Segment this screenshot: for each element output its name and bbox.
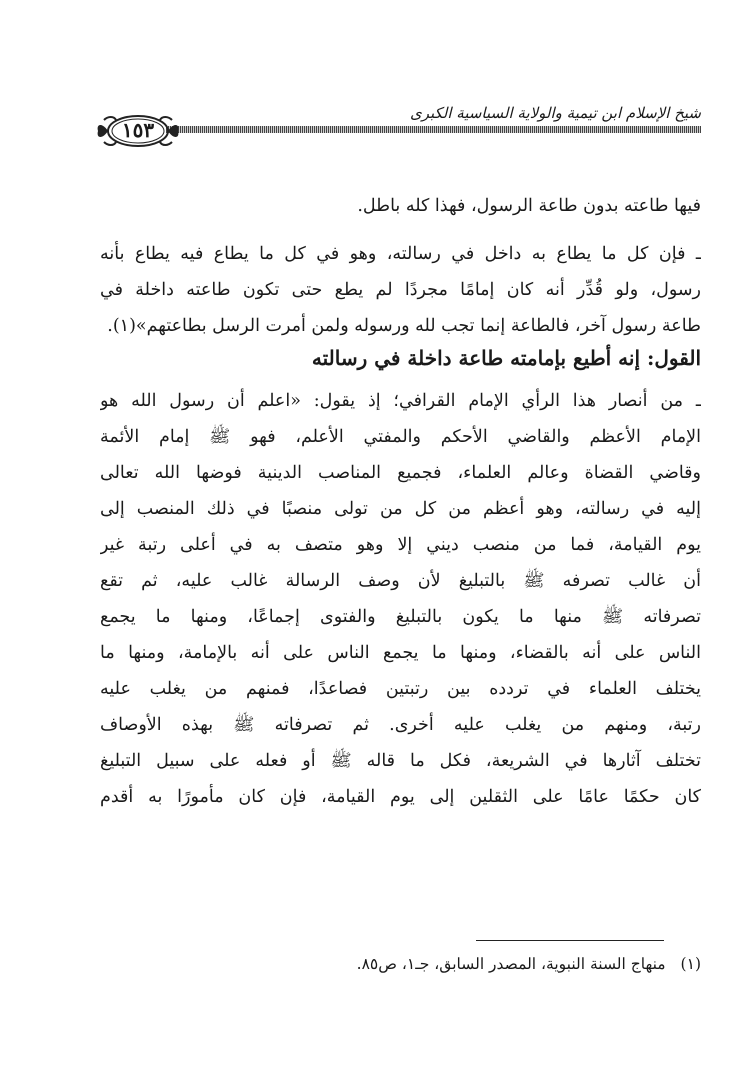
- text-line: الناس على أنه بالقضاء، ومنها ما يجمع الناس على أنه بالإمامة، ومنها ما: [100, 643, 701, 663]
- text-line: رتبة، ومنهم من يغلب عليه أخرى. ثم تصرفاته ﷺ بهذه الأوصاف: [100, 715, 701, 735]
- text-line: الإمام الأعظم والقاضي الأحكم والمفتي الأعلم، فهو ﷺ إمام الأئمة: [100, 427, 701, 447]
- text-line: ـ من أنصار هذا الرأي الإمام القرافي؛ إذ يقول: «اعلم أن رسول الله هو: [100, 391, 701, 411]
- text-line: تختلف آثارها في الشريعة، فكل ما قاله ﷺ أو فعله على سبيل التبليغ: [100, 751, 701, 771]
- footnote: [100, 955, 701, 973]
- text-line: كان حكمًا عامًا على الثقلين إلى يوم القيامة، فإن كان مأمورًا به أقدم: [100, 787, 701, 807]
- text-line: أن غالب تصرفه ﷺ بالتبليغ لأن وصف الرسالة غالب عليه، ثم تقع: [100, 571, 701, 591]
- text-line: تصرفاته ﷺ منها ما يكون بالتبليغ والفتوى إجماعًا، ومنها ما يجمع: [100, 607, 701, 627]
- text-line: ـ فإن كل ما يطاع به داخل في رسالته، وهو في كل ما يطاع فيه يطاع بأنه: [100, 244, 701, 264]
- running-header-title: شيخ الإسلام ابن تيمية والولاية السياسية الكبرى: [409, 104, 701, 122]
- section-heading: القول: إنه أطيع بإمامته طاعة داخلة في رسالته: [311, 346, 701, 370]
- footnote-text: منهاج السنة النبوية، المصدر السابق، جـ١، ص٨٥.: [356, 955, 666, 973]
- paragraph-1: [100, 188, 701, 224]
- header-rule: [166, 126, 701, 133]
- text-line: إليه في رسالته، وهو أعظم من كل من تولى منصبًا في ذلك المنصب إلى: [100, 499, 701, 519]
- text-line: فيها طاعته بدون طاعة الرسول، فهذا كله باطل.: [357, 196, 701, 216]
- text-line: رسول، ولو قُدِّر أنه كان إمامًا مجردًا لم يطع حتى تكون طاعته داخلة في: [100, 280, 701, 300]
- text-line: وقاضي القضاة وعالم العلماء، فجميع المناصب الدينية فوضها الله تعالى: [100, 463, 701, 483]
- paragraph-3: [100, 383, 701, 815]
- text-line: طاعة رسول آخر، فالطاعة إنما تجب لله ورسوله ولمن أمرت الرسل بطاعتهم»(١).: [107, 316, 701, 336]
- text-line: يوم القيامة، فما من منصب ديني إلا وهو متصف به في أعلى رتبة غير: [100, 535, 701, 555]
- page-number: ١٥٣: [121, 118, 155, 142]
- footnote-rule: [476, 940, 664, 941]
- text-line: يختلف العلماء في تردده بين رتبتين فصاعدًا، فمنهم من يغلب عليه: [100, 679, 701, 699]
- paragraph-2: [100, 236, 701, 344]
- footnote-number: (١): [680, 955, 701, 973]
